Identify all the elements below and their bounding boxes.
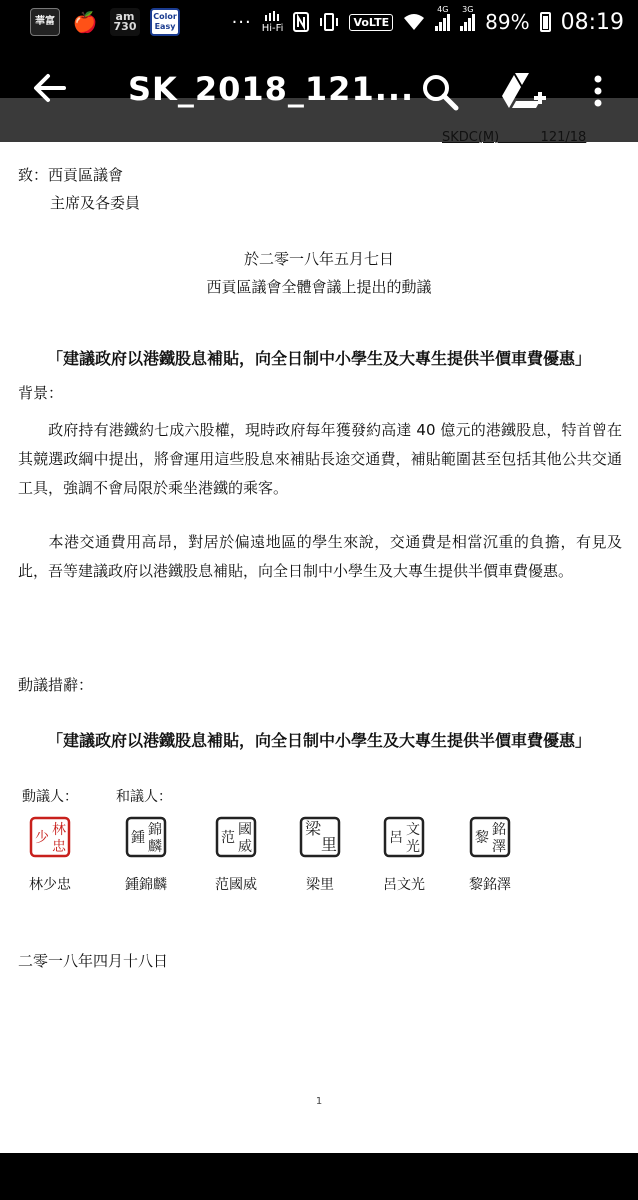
seal-stamp (469, 816, 511, 858)
seal-stamp (299, 816, 341, 858)
svg-text:威: 威 (238, 839, 252, 855)
network-type-1: 4G (437, 5, 449, 14)
seal-stamp (29, 816, 71, 858)
battery-percent: 89% (485, 10, 530, 34)
signatory-name: 范國威 (215, 877, 257, 893)
status-bar (0, 0, 638, 44)
navigation-bar (0, 1153, 638, 1200)
page-number: 1 (315, 1096, 323, 1107)
svg-text:林: 林 (52, 822, 66, 838)
motion-wording-heading: 動議措辭： (18, 676, 94, 694)
search-icon[interactable] (420, 72, 460, 112)
addressee-line1: 致：西貢區議會 (18, 166, 124, 184)
am730-label: am 730 (113, 10, 137, 33)
svg-text:錦: 錦 (148, 822, 162, 838)
signatory-name: 梁里 (306, 877, 334, 893)
svg-text:忠: 忠 (52, 839, 66, 855)
meeting-description: 西貢區議會全體會議上提出的動議 (206, 278, 432, 296)
svg-text:梁: 梁 (305, 819, 322, 838)
notification-icons (30, 6, 180, 38)
signal-1-icon (435, 5, 450, 31)
svg-text:里: 里 (321, 835, 338, 854)
system-status (232, 6, 624, 38)
paragraph-1-text: 政府持有港鐵約七成六股權，現時政府每年獲發約高達 40 億元的港鐵股息，特首曾在其競選政綱中提出，將會運用這些股息來補貼長途交通費，補貼範圍甚至包括其他公共交通工具，強調不會局限於乘坐港鐵的乘客。 (18, 421, 622, 497)
signatory-name: 黎銘澤 (469, 877, 511, 893)
back-arrow-icon[interactable] (30, 68, 70, 108)
more-vert-icon[interactable] (588, 72, 608, 112)
hifi-label: Hi-Fi (261, 22, 284, 34)
seal-stamp (383, 816, 425, 858)
document-title: SK_2018_121... (128, 70, 415, 108)
clock: 08:19 (560, 9, 624, 35)
volte-icon: VoLTE (349, 14, 393, 31)
news-app-label: 華富 (35, 16, 55, 27)
color-easy-icon (150, 8, 180, 36)
color-easy-label: Color Easy (153, 12, 177, 31)
svg-text:銘: 銘 (492, 822, 506, 838)
addressee-line2: 主席及各委員 (50, 194, 141, 212)
signing-date: 二零一八年四月十八日 (18, 952, 169, 970)
paragraph-2-text: 本港交通費用高昂，對居於偏遠地區的學生來說，交通費是相當沉重的負擔，有見及此，吾等建議政府以港鐵股息補貼，向全日制中小學生及大專生提供半價車費優惠。 (18, 533, 622, 580)
am730-icon (110, 8, 140, 36)
more-notifications-icon: ··· (231, 11, 252, 33)
svg-text:國: 國 (238, 822, 252, 838)
svg-text:澤: 澤 (492, 839, 506, 855)
svg-text:黎: 黎 (475, 830, 489, 846)
svg-text:麟: 麟 (148, 839, 162, 855)
news-app-icon (30, 8, 60, 36)
signal-2-icon (460, 5, 475, 31)
vibrate-icon (319, 12, 339, 32)
hifi-icon (262, 11, 284, 34)
signatory-name: 鍾錦麟 (125, 877, 167, 893)
wifi-icon (403, 13, 425, 31)
signatory-name: 林少忠 (29, 877, 71, 893)
mover-label: 動議人： (22, 789, 78, 805)
signatory-name: 呂文光 (383, 877, 425, 893)
apple-glyph: 🍎 (72, 10, 98, 34)
seal-stamp (125, 816, 167, 858)
hifi-bars-icon (264, 11, 282, 21)
signal-bars-1 (435, 13, 450, 31)
signal-bars-2 (460, 13, 475, 31)
google-drive-add-icon[interactable] (500, 70, 546, 112)
svg-text:呂: 呂 (389, 830, 403, 846)
svg-text:鍾: 鍾 (131, 830, 145, 846)
svg-text:文: 文 (406, 822, 420, 838)
pdf-page[interactable] (0, 130, 638, 1153)
seal-stamp (215, 816, 257, 858)
nfc-icon (293, 12, 309, 32)
network-type-2: 3G (462, 5, 474, 14)
background-paragraph-2 (18, 528, 622, 586)
app-bar (0, 44, 638, 142)
reference-number: SKDC(M) 121/18 (442, 130, 587, 145)
meeting-date: 於二零一八年五月七日 (243, 250, 394, 268)
background-paragraph-1 (18, 416, 622, 503)
battery-icon (540, 12, 551, 32)
motion-wording: 「建議政府以港鐵股息補貼，向全日制中小學生及大專生提供半價車費優惠」 (46, 731, 591, 750)
svg-text:光: 光 (406, 839, 420, 855)
motion-title: 「建議政府以港鐵股息補貼，向全日制中小學生及大專生提供半價車費優惠」 (46, 349, 591, 368)
svg-text:少: 少 (35, 830, 49, 846)
background-heading: 背景： (18, 384, 64, 402)
apple-daily-icon (70, 8, 100, 36)
svg-text:范: 范 (221, 830, 235, 846)
seconder-label: 和議人： (116, 789, 172, 805)
